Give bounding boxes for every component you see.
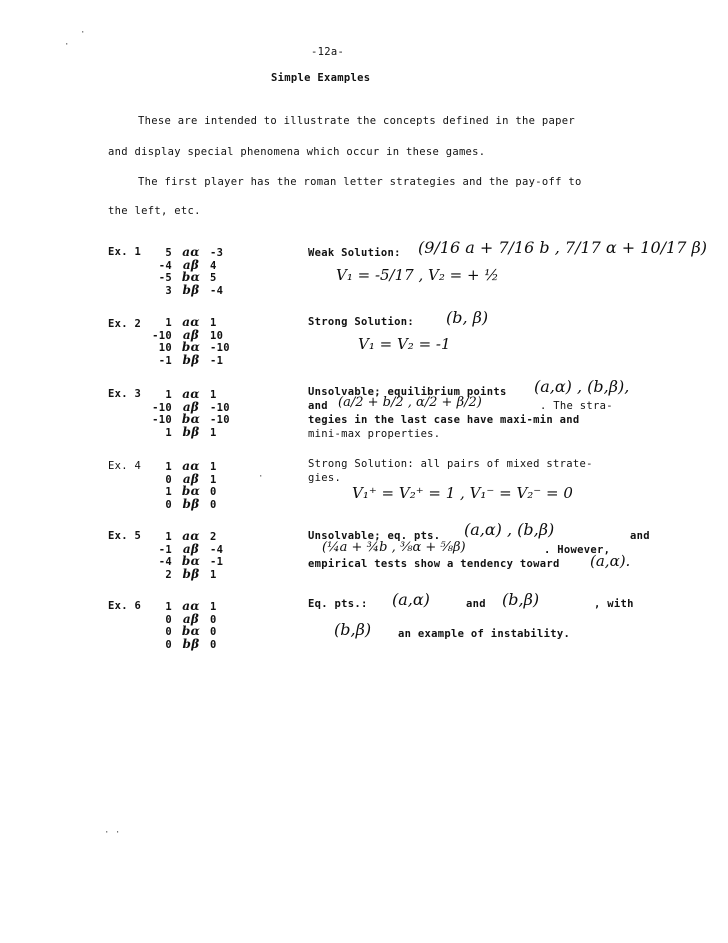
matrix-row: 0 bα 0 <box>165 624 217 638</box>
example-3-mixed-handwritten: (a/2 + b/2 , α/2 + β/2) <box>338 395 482 410</box>
matrix-row: -4 bα -1 <box>158 554 224 568</box>
example-1-values-handwritten: V₁ = -5/17 , V₂ = + ½ <box>336 266 499 284</box>
example-6-label: Ex. 6 <box>108 600 142 612</box>
matrix-row: 0 bβ 0 <box>165 636 217 651</box>
matrix-row: 1 aα 2 <box>165 529 217 543</box>
matrix-row: 1 aα 1 <box>165 599 217 613</box>
matrix-row: -4 aβ 4 <box>158 257 217 272</box>
example-5-mixed-handwritten: (¼a + ¾b , ⅜α + ⅝β) <box>322 540 466 555</box>
example-5-tendency-handwritten: (a,α). <box>590 552 631 570</box>
matrix-row: 1 aα 1 <box>165 315 217 329</box>
matrix-row: -1 bβ -1 <box>158 352 224 367</box>
example-3-and: and <box>308 400 328 412</box>
example-6-text-line-2: an example of instability. <box>398 628 571 640</box>
example-2-solution-handwritten: (b, β) <box>446 308 489 327</box>
matrix-row: 1 aα 1 <box>165 459 217 473</box>
example-6-eq-point-2-handwritten: (b,β) <box>502 590 540 609</box>
matrix-row: 1 bβ 1 <box>165 424 217 439</box>
example-5-text-line-2: . However, <box>544 544 611 556</box>
matrix-row: -10 aβ 10 <box>152 327 224 342</box>
matrix-row: -5 bα 5 <box>158 270 217 284</box>
intro-line-4: the left, etc. <box>108 205 201 217</box>
example-2-label: Ex. 2 <box>108 318 142 330</box>
example-3-matrix <box>148 388 236 438</box>
matrix-row: -10 aβ -10 <box>152 399 230 414</box>
example-5-and: and <box>630 530 650 542</box>
page-number: -12a- <box>311 46 345 58</box>
example-3-eq-points-handwritten: (a,α) , (b,β), <box>534 377 630 396</box>
example-3-text-line-4: mini-max properties. <box>308 428 441 440</box>
example-1-matrix <box>148 246 236 296</box>
matrix-row: 10 bα -10 <box>158 340 230 354</box>
example-6-instability-handwritten: (b,β) <box>334 620 372 639</box>
intro-line-1: These are intended to illustrate the concepts defined in the paper <box>138 115 576 127</box>
matrix-row: 1 aα 1 <box>165 387 217 401</box>
matrix-row: 2 bβ 1 <box>165 566 217 581</box>
example-1-label: Ex. 1 <box>108 246 142 258</box>
example-4-matrix <box>148 460 236 510</box>
matrix-row: -10 bα -10 <box>152 412 230 426</box>
stray-mark: · <box>258 472 264 482</box>
scan-mark: · · <box>104 828 121 838</box>
matrix-row: 1 bα 0 <box>165 484 217 498</box>
example-4-values-handwritten: V₁⁺ = V₂⁺ = 1 , V₁⁻ = V₂⁻ = 0 <box>352 484 573 502</box>
example-4-text-line-1: Strong Solution: all pairs of mixed strate- <box>308 458 593 470</box>
page-title: Simple Examples <box>271 72 371 84</box>
example-6-matrix <box>148 600 236 650</box>
example-5-eq-points-handwritten: (a,α) , (b,β) <box>464 520 555 539</box>
example-5-matrix <box>148 530 236 580</box>
intro-line-3: The first player has the roman letter strategies and the pay-off to <box>138 176 582 188</box>
example-1-solution-handwritten: (9/16 a + 7/16 b , 7/17 α + 10/17 β) <box>418 238 707 257</box>
example-5-text-line-3: empirical tests show a tendency toward <box>308 558 560 570</box>
example-3-text-line-2b: . The stra- <box>540 400 613 412</box>
example-3-text-line-3: tegies in the last case have maxi-min and <box>308 414 580 426</box>
example-4-label: Ex. 4 <box>108 460 142 472</box>
matrix-row: -1 aβ -4 <box>158 541 224 556</box>
matrix-row: 3 bβ -4 <box>165 282 224 297</box>
example-3-label: Ex. 3 <box>108 388 142 400</box>
example-2-values-handwritten: V₁ = V₂ = -1 <box>358 335 451 353</box>
example-6-and: and <box>466 598 486 610</box>
example-5-label: Ex. 5 <box>108 530 142 542</box>
matrix-row: 5 aα -3 <box>165 245 224 259</box>
example-6-with: , with <box>594 598 634 610</box>
scan-mark: · <box>80 28 86 38</box>
example-6-eq-point-1-handwritten: (a,α) <box>392 590 430 609</box>
example-4-text-line-2: gies. <box>308 472 342 484</box>
example-2-matrix <box>148 316 236 366</box>
scan-mark: · <box>64 40 70 50</box>
example-2-solution-label: Strong Solution: <box>308 316 414 328</box>
example-5-text-line-1: Unsolvable; eq. pts. <box>308 530 441 542</box>
intro-line-2: and display special phenomena which occur in these games. <box>108 146 486 158</box>
matrix-row: 0 bβ 0 <box>165 496 217 511</box>
example-1-solution-label: Weak Solution: <box>308 247 401 259</box>
matrix-row: 0 aβ 1 <box>165 471 217 486</box>
example-3-text-line-1: Unsolvable; equilibrium points <box>308 386 507 398</box>
matrix-row: 0 aβ 0 <box>165 611 217 626</box>
example-6-text-line-1: Eq. pts.: <box>308 598 368 610</box>
